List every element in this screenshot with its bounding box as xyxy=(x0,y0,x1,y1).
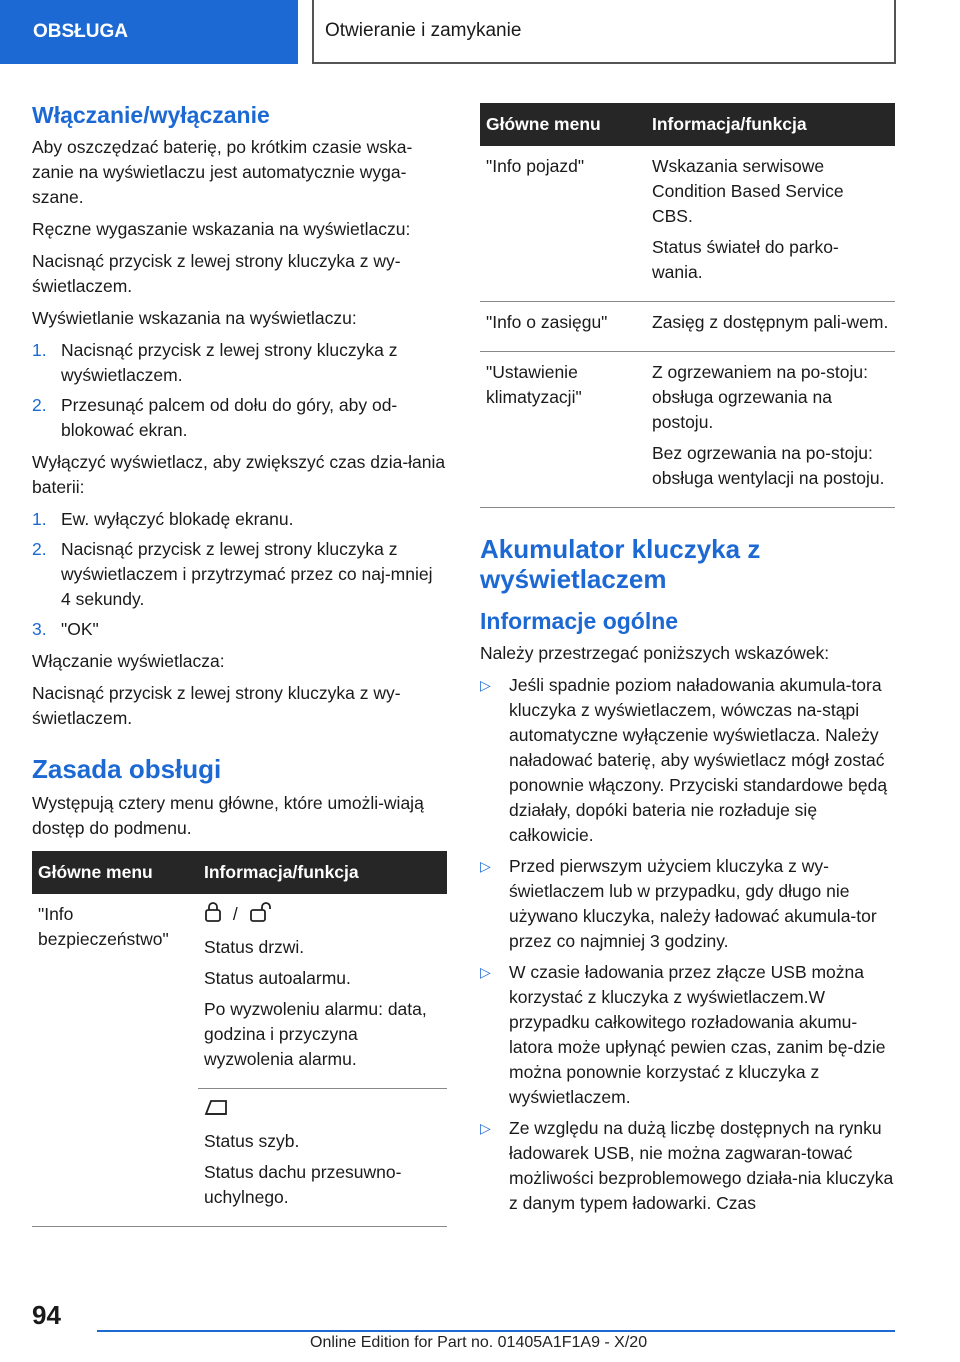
triangle-bullet-icon: ▷ xyxy=(480,677,491,693)
paragraph: Włączanie wyświetlacza: xyxy=(32,651,225,671)
numbered-list xyxy=(32,507,447,642)
list-item: ▷ Jeśli spadnie poziom naładowania akumula-tora kluczyka z wyświetlaczem, wówczas na-stąpi automatyczne wyłączenie wyświetlacza. Należy naładować baterię, aby wyświetlacz mógł zostać ponownie włączony. Przyciski standardowe będą działały, dopóki bateria nie rozładuje się całkowicie. xyxy=(480,675,888,845)
table-header: Informacja/funkcja xyxy=(198,851,447,894)
table-cell: / Status drzwi. Status autoalarmu. Po wyzwoleniu alarmu: data, godzina i przyczyna wyzwolenia alarmu. xyxy=(198,894,447,1089)
triangle-bullet-icon: ▷ xyxy=(480,1120,491,1136)
lock-closed-icon xyxy=(204,902,222,929)
list-item: 1. Ew. wyłączyć blokadę ekranu. xyxy=(32,509,294,529)
table-cell: "Info bezpieczeństwo" xyxy=(32,894,198,1226)
bullet-list xyxy=(480,673,895,1216)
table-header: Główne menu xyxy=(32,851,198,894)
table-cell: Status szyb. Status dachu przesuwno-uchylnego. xyxy=(198,1089,447,1227)
car-window-icon xyxy=(204,1098,228,1123)
menu-table-continued xyxy=(480,103,895,508)
paragraph: Aby oszczędzać baterię, po krótkim czasie wska-zanie na wyświetlaczu jest automatycznie wyga-szane. xyxy=(32,137,413,207)
list-item: ▷ Ze względu na dużą liczbę dostępnych na rynku ładowarek USB, nie można zagwaran-tować możliwości bezproblemowego działa-nia kluczyka z danym typem ładowarki. Czas xyxy=(480,1118,894,1213)
footer-divider xyxy=(97,1330,895,1332)
triangle-bullet-icon: ▷ xyxy=(480,858,491,874)
paragraph: Nacisnąć przycisk z lewej strony kluczyka z wy-świetlaczem. xyxy=(32,683,401,728)
right-column xyxy=(480,103,895,1222)
numbered-list xyxy=(32,338,447,443)
heading-principle: Zasada obsługi xyxy=(32,754,222,784)
lock-open-icon xyxy=(249,902,275,929)
table-row: "Info o zasięgu" Zasięg z dostępnym pali-wem. xyxy=(480,302,895,352)
list-item: 1. Nacisnąć przycisk z lewej strony kluczyka z wyświetlaczem. xyxy=(32,340,398,385)
list-item: 3. "OK" xyxy=(32,619,99,639)
triangle-bullet-icon: ▷ xyxy=(480,964,491,980)
heading-general-info: Informacje ogólne xyxy=(480,608,679,634)
menu-table xyxy=(32,851,447,1227)
paragraph: Wyświetlanie wskazania na wyświetlaczu: xyxy=(32,308,357,328)
chapter-title: Otwieranie i zamykanie xyxy=(312,0,896,64)
edition-note: Online Edition for Part no. 01405A1F1A9 - X/20 xyxy=(310,1334,648,1351)
list-item: 2. Nacisnąć przycisk z lewej strony kluczyka z wyświetlaczem i przytrzymać przez co naj-mniej 4 sekundy. xyxy=(32,539,433,609)
table-row: "Info pojazd" Wskazania serwisowe Condition Based Service CBS. Status świateł do parko-wania. xyxy=(480,146,895,302)
list-item: ▷ Przed pierwszym użyciem kluczyka z wy-świetlaczem lub w przypadku, gdy długo nie używano kluczyka, należy ładować akumula-tor przez co najmniej 3 godziny. xyxy=(480,856,877,951)
heading-battery: Akumulator kluczyka z wyświetlaczem xyxy=(480,534,761,594)
left-column xyxy=(32,100,447,1227)
heading-on-off: Włączanie/wyłączanie xyxy=(32,102,270,128)
list-item: 2. Przesunąć palcem od dołu do góry, aby od-blokować ekran. xyxy=(32,395,398,440)
paragraph: Należy przestrzegać poniższych wskazówek: xyxy=(480,643,830,663)
table-row: "Ustawienie klimatyzacji" Z ogrzewaniem na po-stoju: obsługa ogrzewania na postoju. Bez ogrzewania na po-stoju: obsługa wentylacji na postoju. xyxy=(480,352,895,508)
section-tab: OBSŁUGA xyxy=(0,0,298,64)
table-header: Informacja/funkcja xyxy=(646,103,895,146)
paragraph: Wyłączyć wyświetlacz, aby zwiększyć czas dzia-łania baterii: xyxy=(32,452,446,497)
paragraph: Występują cztery menu główne, które umożli-wiają dostęp do podmenu. xyxy=(32,793,424,838)
list-item: ▷ W czasie ładowania przez złącze USB można korzystać z kluczyka z wyświetlaczem.W przypadku całkowitego rozładowania akumu-latora może upłynąć pewien czas, zanim bę-dzie można ponownie korzystać z kluczyka z wyświetlaczem. xyxy=(480,962,886,1107)
page-number: 94 xyxy=(32,1300,61,1330)
paragraph: Nacisnąć przycisk z lewej strony kluczyka z wy-świetlaczem. xyxy=(32,251,401,296)
paragraph: Ręczne wygaszanie wskazania na wyświetlaczu: xyxy=(32,219,411,239)
table-header: Główne menu xyxy=(480,103,646,146)
